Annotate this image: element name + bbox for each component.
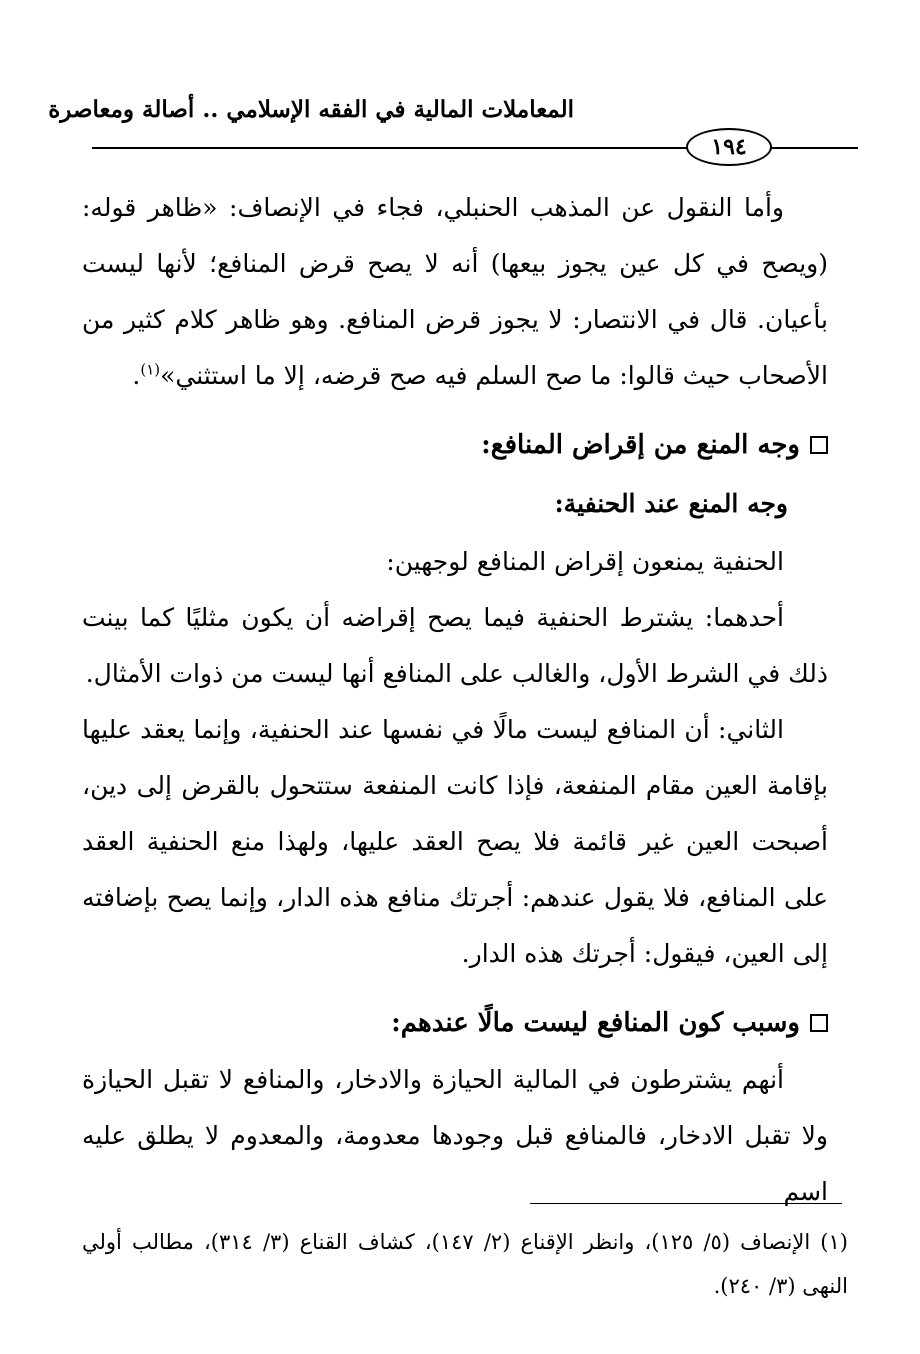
section-heading-prohibition [82,416,828,474]
square-bullet-icon [810,436,828,454]
footnotes [82,1220,848,1308]
page-number: ١٩٤ [686,128,772,166]
heading-text: وجه المنع من إقراض المنافع: [481,430,800,460]
footnote-separator [530,1203,842,1204]
paragraph-text: وأما النقول عن المذهب الحنبلي، فجاء في الإنصاف: «ظاهر قوله: (ويصح في كل عين يجوز بيعها) أنه لا يصح قرض المنافع؛ لأنها ليست بأعيان. قال في الانتصار: لا يجوز قرض المنافع. وهو ظاهر كلام كثير من الأصحاب حيث قالوا: ما صح السلم فيه صح قرضه، إلا ما استثني» [82,193,828,390]
subheading-hanafi: وجه المنع عند الحنفية: [554,489,788,518]
square-bullet-icon [810,1014,828,1032]
paragraph-possession: أنهم يشترطون في المالية الحيازة والادخار، والمنافع لا تقبل الحيازة ولا تقبل الادخار، فالمنافع قبل وجودها معدومة، والمعدوم لا يطلق عليه اسم [82,1065,828,1206]
footnote-reference[interactable]: (١) [140,360,161,379]
page-body [82,180,828,1220]
paragraph-end: . [132,361,141,390]
paragraph-hanbali-quote [82,180,828,404]
paragraph-first-reason: أحدهما: يشترط الحنفية فيما يصح إقراضه أن يكون مثليًا كما بينت ذلك في الشرط الأول، والغالب على المنافع أنها ليست من ذوات الأمثال. [82,603,828,688]
running-title: المعاملات المالية في الفقه الإسلامي .. أصالة ومعاصرة [48,96,574,123]
paragraph-hanafi-intro: الحنفية يمنعون إقراض المنافع لوجهين: [386,547,784,576]
paragraph-second-reason: الثاني: أن المنافع ليست مالًا في نفسها عند الحنفية، وإنما يعقد عليها بإقامة العين مقام المنفعة، فإذا كانت المنفعة ستتحول بالقرض إلى دين، أصبحت العين غير قائمة فلا يصح العقد عليها، ولهذا منع الحنفية العقد على المنافع، فلا يقول عندهم: أجرتك منافع هذه الدار، وإنما يصح بإضافته إلى العين، فيقول: أجرتك هذه الدار. [82,715,828,968]
footnote-1: (١) الإنصاف (٥/ ١٢٥)، وانظر الإقناع (٢/ ١٤٧)، كشاف القناع (٣/ ٣١٤)، مطالب أولي النهى (٣/ ٢٤٠). [82,1230,848,1298]
heading-text: وسبب كون المنافع ليست مالًا عندهم: [391,1008,800,1038]
section-heading-reason [82,994,828,1052]
